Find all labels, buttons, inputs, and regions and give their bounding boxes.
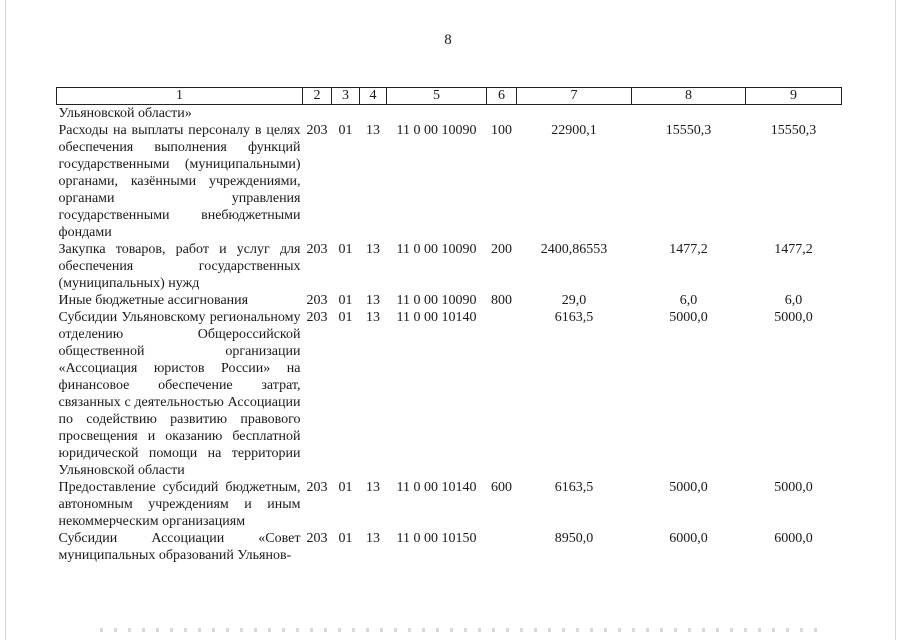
col-header-3: 3: [332, 88, 360, 105]
row-name: Субсидии Ассоциации «Совет муниципальных образований Ульянов-: [58, 531, 301, 563]
row-c8: 6000,0: [669, 531, 708, 546]
row-c4: 13: [366, 480, 380, 495]
budget-table: [56, 87, 842, 564]
row-c8: [632, 105, 746, 123]
table-row: [57, 309, 842, 479]
row-name: Предоставление субсидий бюджетным, автономным учреждениям и иным некоммерческим организациям: [58, 480, 301, 529]
row-c4: 13: [366, 242, 380, 257]
row-c4: 13: [366, 293, 380, 308]
row-c2: 203: [306, 242, 328, 257]
col-header-6: 6: [487, 88, 517, 105]
row-c2: [303, 105, 332, 123]
row-c7: 6163,5: [554, 480, 594, 495]
row-c8: 15550,3: [665, 123, 712, 138]
row-name: Иные бюджетные ассигнования: [58, 293, 249, 308]
col-header-8: 8: [632, 88, 746, 105]
row-c9: 15550,3: [770, 123, 817, 138]
page-number: 8: [444, 32, 452, 48]
row-c9: 6000,0: [774, 531, 813, 546]
row-c6: 800: [491, 293, 512, 308]
row-c4: 13: [366, 531, 380, 546]
col-header-2: 2: [303, 88, 332, 105]
page-edge-right: [895, 0, 896, 640]
row-c3: 01: [338, 480, 353, 495]
row-c3: 01: [338, 531, 353, 546]
table-row: [57, 105, 842, 123]
col-header-1: 1: [57, 88, 303, 105]
row-c6: [487, 105, 517, 123]
row-c2: 203: [306, 531, 328, 546]
row-c9: 6,0: [784, 293, 803, 308]
col-header-5: 5: [387, 88, 487, 105]
row-c6: 600: [491, 480, 512, 495]
row-c5: 11 0 00 10090: [396, 293, 477, 308]
row-c5: 11 0 00 10090: [396, 242, 477, 257]
row-c7: 8950,0: [554, 531, 594, 546]
row-c9: 5000,0: [774, 310, 813, 325]
row-c5: 11 0 00 10140: [396, 310, 477, 325]
row-c3: [332, 105, 360, 123]
row-c2: 203: [306, 310, 328, 325]
row-c3: 01: [338, 310, 353, 325]
row-name: Субсидии Ульяновскому региональному отделению Общероссийской общественной организации «Ассоциация юристов России» на финансовое обеспечение затрат, связанных с деятельностью Ассоциации по содействию развитию правового просвещения и оказанию бесплатной юридической помощи на территории Ульяновской области: [58, 310, 301, 478]
row-c4: 13: [366, 310, 380, 325]
row-c3: 01: [338, 242, 353, 257]
row-c5: [387, 105, 487, 123]
table-row: [57, 292, 842, 309]
row-c4: 13: [366, 123, 380, 138]
row-c2: 203: [306, 123, 328, 138]
row-c6: [487, 530, 517, 564]
col-header-9: 9: [746, 88, 842, 105]
row-c8: 5000,0: [669, 310, 708, 325]
row-c5: 11 0 00 10090: [396, 123, 477, 138]
row-c8: 5000,0: [669, 480, 708, 495]
row-name: Расходы на выплаты персоналу в целях обеспечения выполнения функций государственными (муниципальными) органами, казёнными учреждениями, органами управления государственными внебюджетными фондами: [58, 123, 301, 240]
col-header-4: 4: [360, 88, 387, 105]
table-row: [57, 241, 842, 292]
row-c5: 11 0 00 10140: [396, 480, 477, 495]
row-c9: 5000,0: [774, 480, 813, 495]
row-c7: 6163,5: [554, 310, 594, 325]
row-c6: 100: [491, 123, 512, 138]
row-c6: 200: [491, 242, 512, 257]
page-edge-left: [5, 0, 6, 640]
row-c3: 01: [338, 293, 353, 308]
row-name: Закупка товаров, работ и услуг для обеспечения государственных (муниципальных) нужд: [58, 242, 301, 291]
row-c7: [517, 105, 632, 123]
row-c9: 1477,2: [774, 242, 813, 257]
header-row: [57, 88, 842, 105]
row-c8: 6,0: [679, 293, 698, 308]
row-c7: 2400,86553: [540, 242, 608, 257]
row-name: Ульяновской области»: [58, 106, 192, 121]
row-c2: 203: [306, 293, 328, 308]
row-c5: 11 0 00 10150: [396, 531, 477, 546]
table-row: [57, 530, 842, 564]
col-header-7: 7: [517, 88, 632, 105]
row-c8: 1477,2: [669, 242, 708, 257]
row-c4: [360, 105, 387, 123]
next-page-bleed-through: [100, 628, 820, 632]
row-c2: 203: [306, 480, 328, 495]
table-row: [57, 122, 842, 241]
row-c9: [746, 105, 842, 123]
row-c6: [487, 309, 517, 479]
row-c7: 29,0: [561, 293, 587, 308]
row-c7: 22900,1: [551, 123, 597, 138]
row-c3: 01: [338, 123, 353, 138]
table-row: [57, 479, 842, 530]
